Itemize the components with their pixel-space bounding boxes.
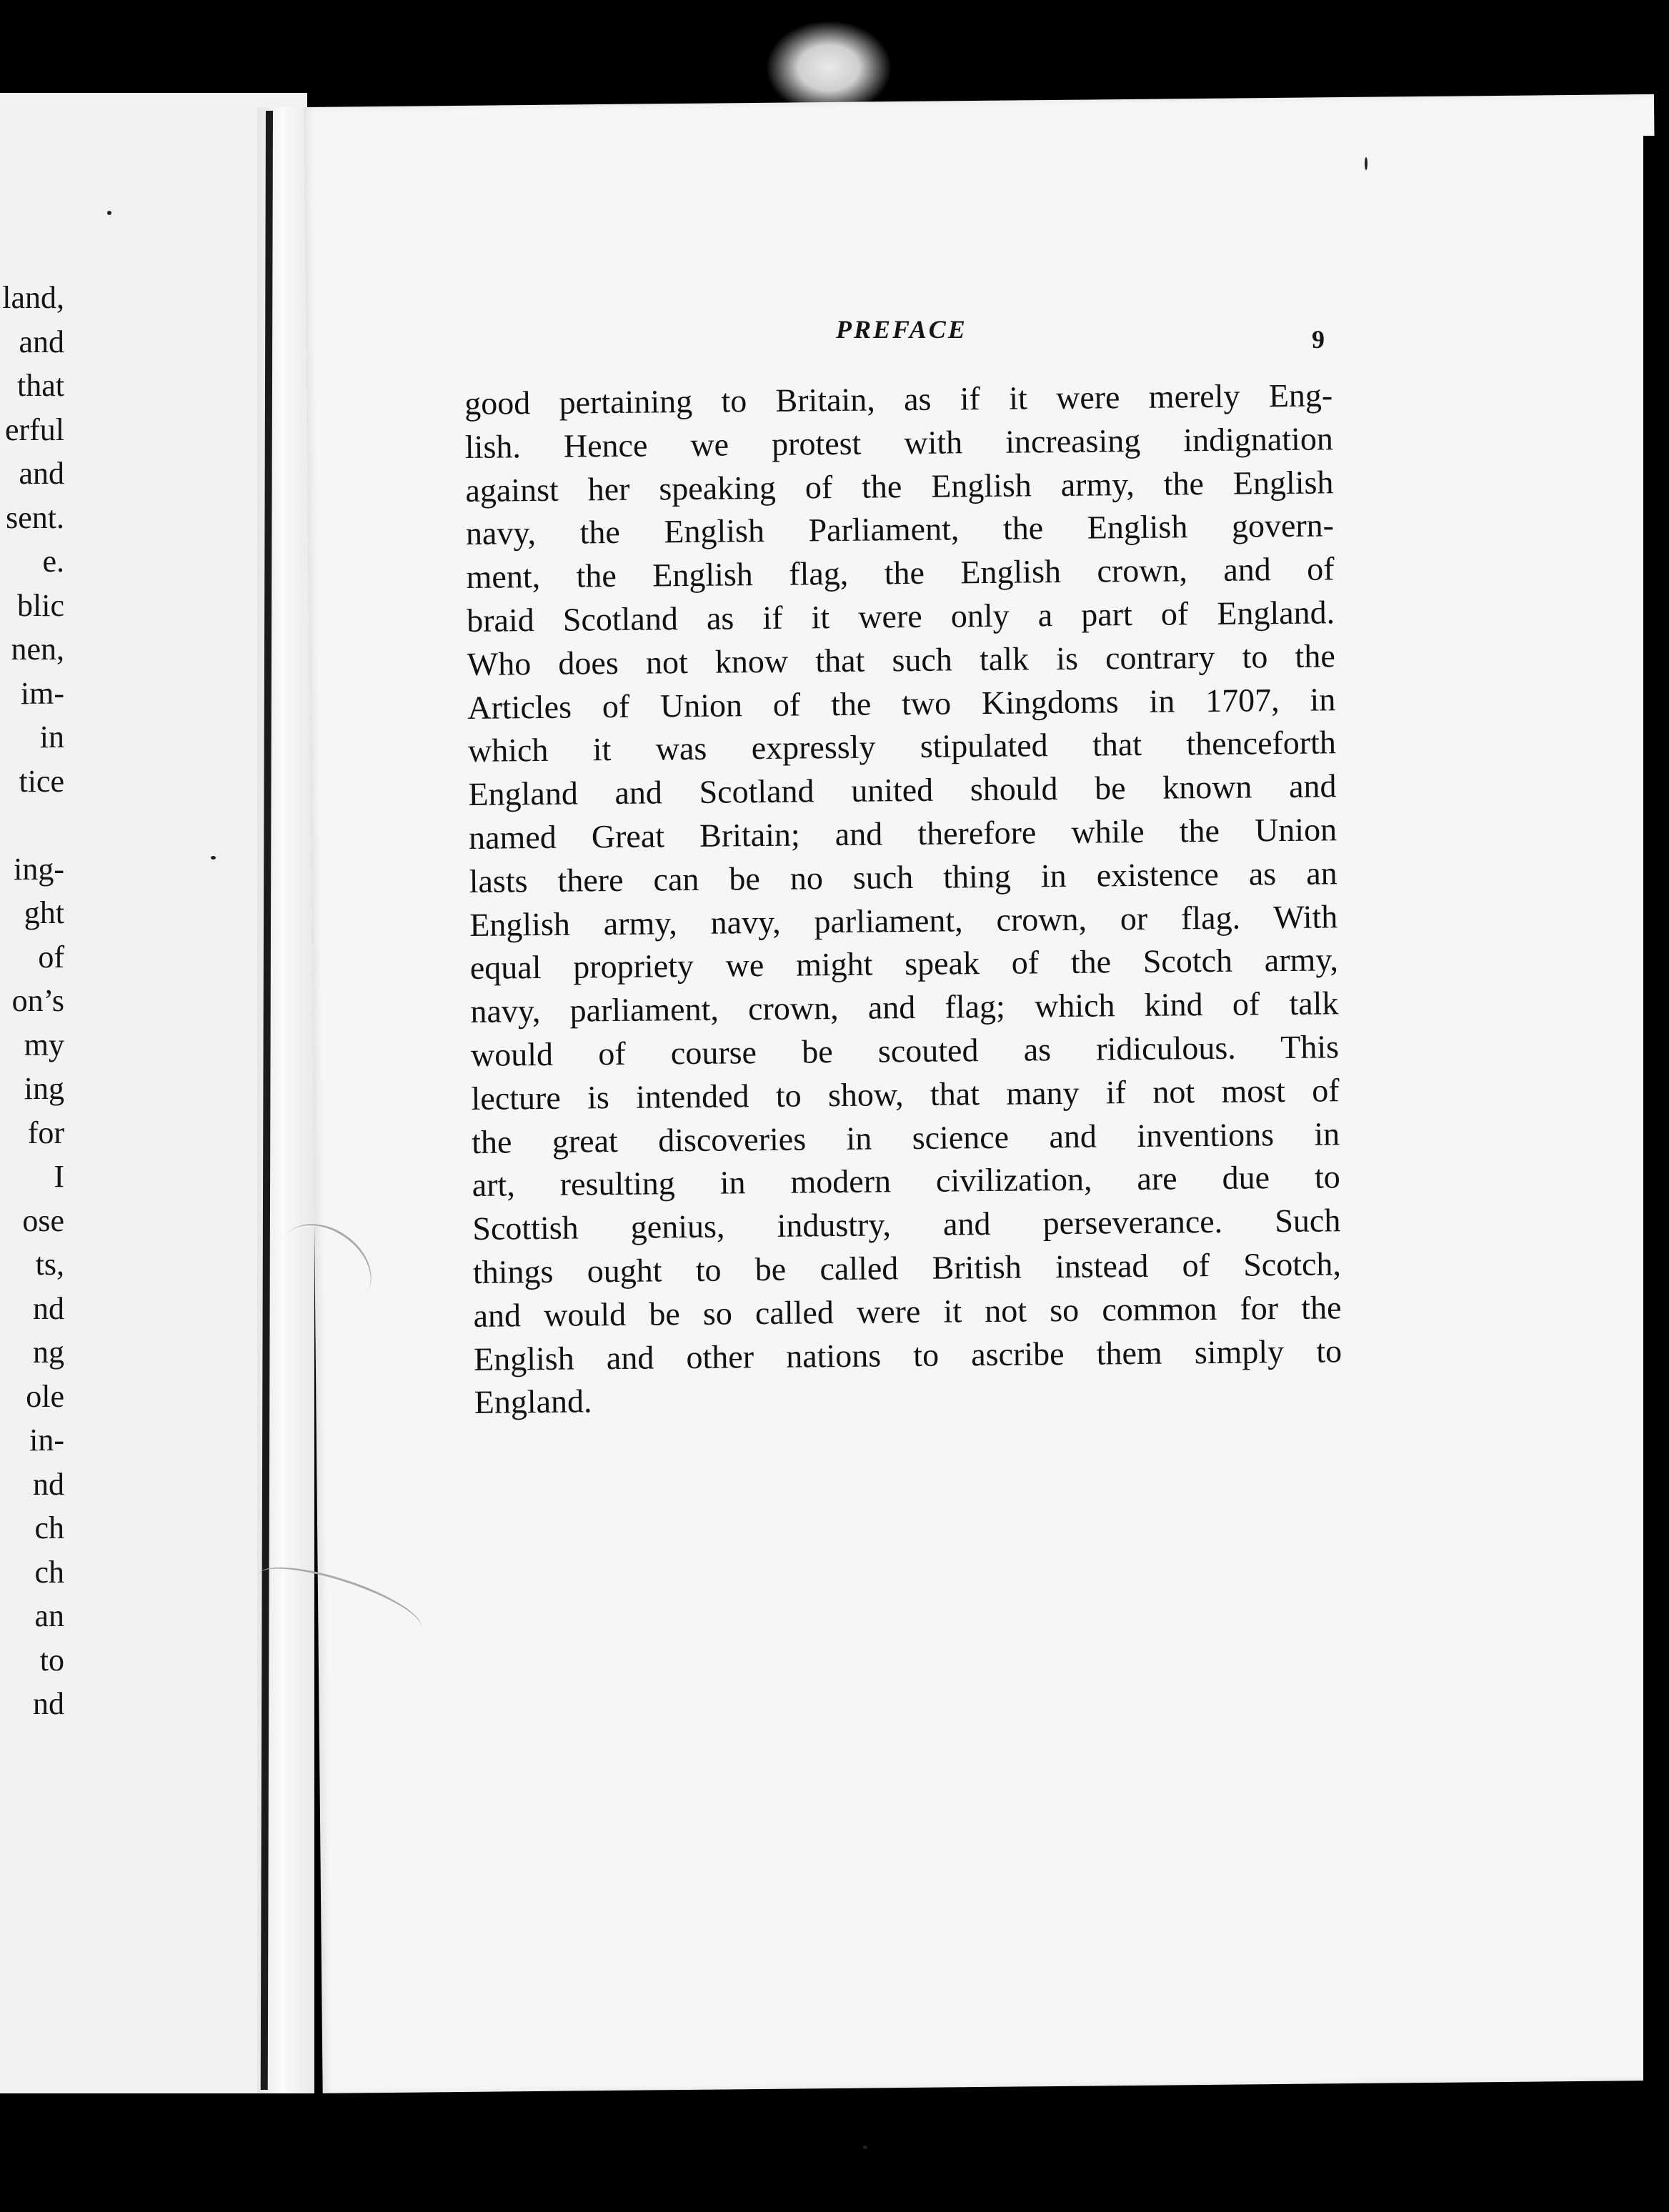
preface-body-text [464, 374, 1342, 1425]
body-text-line: ment, the English flag, the English crown, and of [466, 550, 1335, 596]
left-page-line-fragment: ts, [35, 1247, 64, 1282]
body-text-line: would of course be scouted as ridiculous. This [470, 1028, 1340, 1073]
left-page-line-fragment: sent. [6, 499, 64, 535]
body-text-line: lish. Hence we protest with increasing indignation [464, 420, 1334, 465]
left-page-line-fragment: and [19, 324, 64, 359]
left-page-line-fragment: nd [33, 1466, 64, 1502]
body-text-line: good pertaining to Britain, as if it were merely Eng- [464, 377, 1333, 422]
body-text-line: lasts there can be no such thing in existence as an [469, 855, 1337, 900]
body-text-line: and would be so called were it not so common for the [473, 1289, 1342, 1334]
body-text-line: navy, parliament, crown, and flag; which kind of talk [470, 985, 1339, 1030]
left-page-line-fragment: e. [42, 544, 64, 579]
left-page-line-fragment: ght [24, 895, 64, 930]
left-page-line-fragment: ng [33, 1335, 64, 1370]
left-page-line-fragment: ch [34, 1510, 64, 1545]
left-page-line-fragment: ose [22, 1202, 64, 1238]
body-text-line: English and other nations to ascribe them simply to [473, 1332, 1342, 1377]
speck [863, 2146, 867, 2149]
left-page-line-fragment: ing [24, 1071, 64, 1106]
body-text-line: Articles of Union of the two Kingdoms in 1707, in [467, 680, 1336, 726]
left-page-line-fragment: my [24, 1027, 64, 1062]
left-page-line-fragment: nd [33, 1290, 64, 1326]
body-text-line: named Great Britain; and therefore while the Union [468, 811, 1337, 856]
speck [211, 856, 216, 860]
left-page-line-fragment: ch [34, 1554, 64, 1590]
page-number: 9 [1312, 325, 1325, 354]
body-text-line: the great discoveries in science and inventions in [471, 1115, 1340, 1160]
body-text-line: braid Scotland as if it were only a part of England. [466, 594, 1335, 639]
left-page-line-fragment: tice [19, 763, 64, 799]
body-text-line: things ought to be called British instead of Scotch, [472, 1245, 1342, 1290]
left-page-line-fragment: in- [29, 1423, 64, 1458]
left-page-line-fragment: ing- [14, 851, 64, 887]
left-page-line-fragment: and [19, 456, 64, 491]
body-text-line: equal propriety we might speak of the Scotch army, [469, 941, 1339, 987]
body-text-line: art, resulting in modern civilization, are due to [472, 1158, 1340, 1204]
left-page-line-fragment: an [34, 1598, 64, 1633]
body-text-line: England and Scotland united should be known and [468, 767, 1337, 813]
speck [1365, 157, 1367, 170]
body-text-line: Who does not know that such talk is contrary to the [467, 637, 1335, 682]
left-page-line-fragment: nd [33, 1686, 64, 1721]
body-text-line: against her speaking of the English army, the English [465, 463, 1334, 509]
running-head: PREFACE [836, 315, 967, 344]
left-page-line-fragment: for [27, 1115, 64, 1150]
body-text-line: lecture is intended to show, that many if not most of [471, 1072, 1340, 1117]
body-text-line: navy, the English Parliament, the English govern- [465, 507, 1335, 552]
body-text-line: England. [474, 1382, 592, 1421]
left-page-line-fragment: blic [17, 587, 64, 623]
left-page-line-fragment: ole [26, 1378, 64, 1414]
left-page-line-fragment: erful [4, 412, 64, 447]
left-page-line-fragment: in [39, 719, 64, 754]
page-edge-shadow [1643, 136, 1669, 2093]
left-page-line-fragment: that [17, 368, 64, 403]
left-page-line-fragment: im- [20, 675, 64, 711]
left-page-line-fragment: on’s [11, 983, 64, 1018]
speck [107, 211, 111, 215]
body-text-line: English army, navy, parliament, crown, or flag. With [469, 897, 1338, 943]
left-page-line-fragment: of [38, 939, 64, 975]
left-page-line-fragment: land, [2, 280, 64, 315]
left-page-line-fragment: I [54, 1159, 64, 1194]
left-page-line-fragment: to [39, 1642, 64, 1678]
body-text-line: which it was expressly stipulated that thenceforth [467, 724, 1337, 769]
body-text-line: Scottish genius, industry, and perseverance. Such [472, 1202, 1341, 1247]
left-page-line-fragment: nen, [11, 632, 64, 667]
